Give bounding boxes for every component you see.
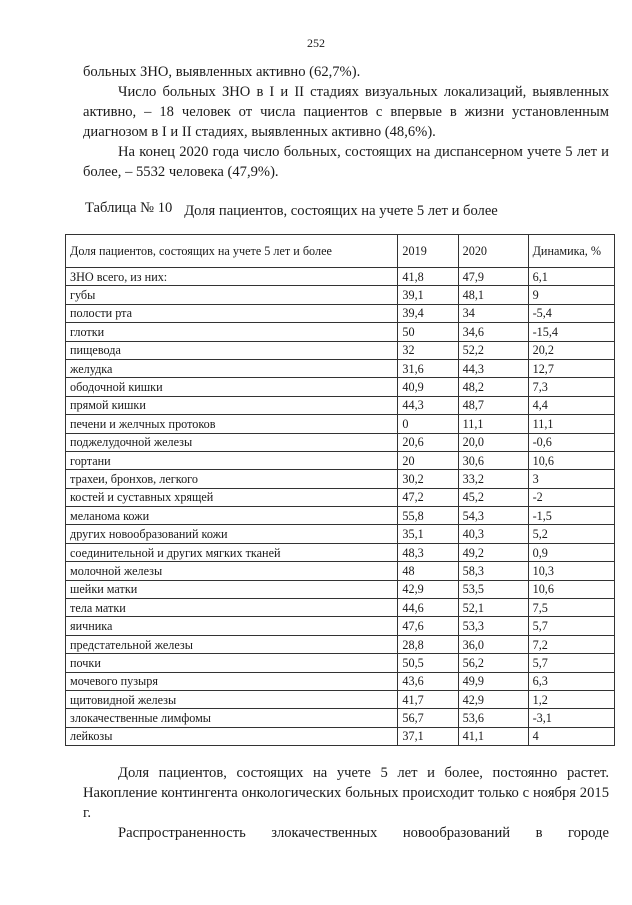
table-row [66,727,615,745]
paragraph: На конец 2020 года число больных, состоящих на диспансерном учете 5 лет и более, – 5532 человека (47,9%). [83,144,609,180]
table-cell: щитовидной железы [66,690,398,708]
table-cell: прямой кишки [66,396,398,414]
table-row [66,635,615,653]
table-cell: -15,4 [528,323,614,341]
table-cell: 41,7 [398,690,458,708]
table-cell: 4,4 [528,396,614,414]
word: новообразований [402,825,511,841]
word: в [535,825,543,841]
table-cell: -1,5 [528,507,614,525]
table-cell: 47,2 [398,488,458,506]
table-cell: меланома кожи [66,507,398,525]
table-cell: 20,0 [458,433,528,451]
table-cell: молочной железы [66,562,398,580]
table-cell: 48 [398,562,458,580]
table-cell: печени и желчных протоков [66,415,398,433]
table-cell: 37,1 [398,727,458,745]
table-cell: 5,7 [528,617,614,635]
paragraph: Доля пациентов, состоящих на учете 5 лет и более, постоянно растет. Накопление контингента онкологических больных происходит только с ноября 2015 г. [83,765,609,821]
table-cell: 47,9 [458,268,528,286]
table-cell: 43,6 [398,672,458,690]
table-row [66,304,615,322]
table-cell: 35,1 [398,525,458,543]
table-cell: 5,2 [528,525,614,543]
table-cell: глотки [66,323,398,341]
table-row [66,580,615,598]
table-cell: 56,2 [458,654,528,672]
table-cell: -5,4 [528,304,614,322]
table-cell: 39,4 [398,304,458,322]
table-cell: 53,6 [458,709,528,727]
table-cell: 47,6 [398,617,458,635]
table-cell: 48,2 [458,378,528,396]
table-cell: 48,3 [398,543,458,561]
paragraph: Число больных ЗНО в I и II стадиях визуальных локализаций, выявленных активно, – 18 человек от числа пациентов с впервые в жизни установленным диагнозом в I и II стадиях, выявленных активно (48,6%). [83,84,609,140]
word: злокачественных [271,825,378,841]
last-line [83,823,609,843]
table-cell: 40,9 [398,378,458,396]
table-cell: 30,6 [458,451,528,469]
table-cell: 50,5 [398,654,458,672]
table-cell: костей и суставных хрящей [66,488,398,506]
table-row [66,286,615,304]
table-cell: 20,2 [528,341,614,359]
table-cell: 32 [398,341,458,359]
table-cell: 5,7 [528,654,614,672]
table-cell: 44,3 [398,396,458,414]
table-row [66,672,615,690]
table-cell: 42,9 [458,690,528,708]
table-row [66,268,615,286]
table-cell: злокачественные лимфомы [66,709,398,727]
table-cell: 12,7 [528,359,614,377]
table-row [66,543,615,561]
table-cell: желудка [66,359,398,377]
table-cell: 20 [398,451,458,469]
table-cell: -2 [528,488,614,506]
table-row [66,470,615,488]
table-body [66,268,615,746]
table-cell: 28,8 [398,635,458,653]
table-header-row [66,235,615,268]
table-row [66,599,615,617]
table-cell: 52,2 [458,341,528,359]
table-cell: 48,7 [458,396,528,414]
table-row [66,654,615,672]
table-cell: 55,8 [398,507,458,525]
table-cell: 6,3 [528,672,614,690]
table-cell: 48,1 [458,286,528,304]
table-cell: поджелудочной железы [66,433,398,451]
table-cell: 45,2 [458,488,528,506]
table-cell: шейки матки [66,580,398,598]
table-cell: 53,5 [458,580,528,598]
table-cell: 44,3 [458,359,528,377]
table-row [66,690,615,708]
table-cell: почки [66,654,398,672]
table-row [66,415,615,433]
table-row [66,396,615,414]
table-cell: 11,1 [458,415,528,433]
table-cell: 31,6 [398,359,458,377]
table-row [66,341,615,359]
table-header-cell: Доля пациентов, состоящих на учете 5 лет и более [66,235,398,268]
table-cell: 36,0 [458,635,528,653]
page-number: 252 [307,36,325,50]
table-cell: 7,3 [528,378,614,396]
table-cell: 44,6 [398,599,458,617]
paragraph: больных ЗНО, выявленных активно (62,7%). [83,64,361,80]
table-cell: 10,6 [528,580,614,598]
table-cell: 39,1 [398,286,458,304]
table-cell: других новообразований кожи [66,525,398,543]
word: Распространенность [118,825,246,841]
table-cell: трахеи, бронхов, легкого [66,470,398,488]
table-cell: 50 [398,323,458,341]
table-cell: 6,1 [528,268,614,286]
table-row [66,617,615,635]
table-cell: 1,2 [528,690,614,708]
data-table [65,234,615,746]
table-cell: гортани [66,451,398,469]
table-cell: -3,1 [528,709,614,727]
table-cell: 0 [398,415,458,433]
table-cell: губы [66,286,398,304]
table-cell: ЗНО всего, из них: [66,268,398,286]
table-cell: 58,3 [458,562,528,580]
table-cell: предстательной железы [66,635,398,653]
table-cell: 34,6 [458,323,528,341]
table-row [66,488,615,506]
table-cell: 7,2 [528,635,614,653]
table-cell: 49,9 [458,672,528,690]
table-row [66,451,615,469]
table-cell: 41,1 [458,727,528,745]
table-cell: яичника [66,617,398,635]
table-row [66,433,615,451]
table-cell: 0,9 [528,543,614,561]
table-title: Доля пациентов, состоящих на учете 5 лет и более [184,203,498,219]
table-cell: 11,1 [528,415,614,433]
table-header-cell: 2019 [398,235,458,268]
word: городе [567,825,609,841]
table-cell: 7,5 [528,599,614,617]
table-cell: 41,8 [398,268,458,286]
table-cell: 52,1 [458,599,528,617]
table-cell: 42,9 [398,580,458,598]
table-cell: 40,3 [458,525,528,543]
table-row [66,562,615,580]
table-cell: -0,6 [528,433,614,451]
table-row [66,323,615,341]
table-row [66,507,615,525]
table-row [66,525,615,543]
table-cell: полости рта [66,304,398,322]
table-cell: 56,7 [398,709,458,727]
table-header-cell: 2020 [458,235,528,268]
bottom-text-block [83,763,609,843]
table-cell: 10,6 [528,451,614,469]
table-cell: 3 [528,470,614,488]
table-cell: 20,6 [398,433,458,451]
table-cell: 53,3 [458,617,528,635]
table-cell: пищевода [66,341,398,359]
table-row [66,359,615,377]
table-cell: 4 [528,727,614,745]
table-cell: 30,2 [398,470,458,488]
table-cell: 34 [458,304,528,322]
table-cell: тела матки [66,599,398,617]
table-caption: Таблица № 10 [85,200,173,216]
table-cell: 10,3 [528,562,614,580]
table-cell: 49,2 [458,543,528,561]
table-header-cell: Динамика, % [528,235,614,268]
table-row [66,378,615,396]
table-cell: 9 [528,286,614,304]
top-text-block [83,62,609,182]
table-cell: 54,3 [458,507,528,525]
table-cell: ободочной кишки [66,378,398,396]
table-cell: лейкозы [66,727,398,745]
table-cell: соединительной и других мягких тканей [66,543,398,561]
table-row [66,709,615,727]
table-cell: мочевого пузыря [66,672,398,690]
table-cell: 33,2 [458,470,528,488]
